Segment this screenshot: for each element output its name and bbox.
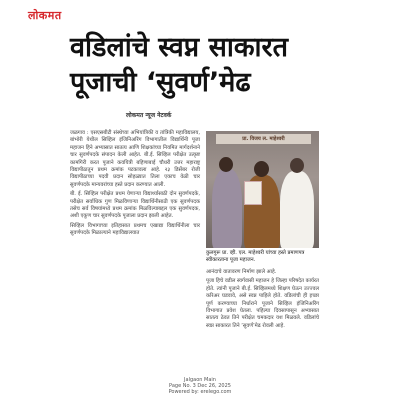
article-column-right <box>206 269 319 332</box>
edition-label: Jalgaon Main <box>184 377 216 383</box>
certificate <box>244 181 262 205</box>
news-photo <box>206 131 319 248</box>
date-label: Dec 26, 2025 <box>197 383 231 389</box>
headline-line-1: वडिलांचे स्वप्न साकारत <box>70 32 288 63</box>
article-column-left <box>70 130 200 240</box>
byline: लोकमत न्यूज नेटवर्क <box>126 112 172 119</box>
article-paragraph: बी. ई. सिव्हिल परीक्षेत प्रथम येणाऱ्या विद्यार्थ्यासाठी दोन सुवर्णपदके, परीक्षेत सर्वाधिक गुण मिळविणाऱ्या विद्यार्थिनीसाठी एक सुवर्णपदक तसेच सर्व विषयांमध्ये प्रथम क्रमांक मिळविल्याबद्दल एक सुवर्णपदक, अशी एकूण चार सुवर्णपदके पूजाला प्रदान झाली आहेत. <box>70 191 200 220</box>
headline-line-2: पूजाची ‘सुवर्ण’मेढ <box>70 67 251 98</box>
page-number: Page No. 3 <box>169 383 196 389</box>
person-right <box>280 171 314 248</box>
page-footer <box>0 377 400 395</box>
person-left <box>212 169 242 248</box>
powered-by-link[interactable]: Powered by: erelego.com <box>168 389 232 395</box>
headline <box>70 30 380 100</box>
article-paragraph: पूजा हिचे वडील स्वर्गवासी महाजन हे जिल्हा परिषदेत कार्यरत होते. त्यांनी पूजाने बी.ई. सिव्हिलमध्ये शिक्षण घेऊन उज्ज्वल करिअर घडवावे, असे स्वप्न पाहिले होते. वडिलांची ही इच्छा पूर्ण करण्याच्या निर्धाराने पूजाने सिव्हिल इंजिनिअरिंग विभागात प्रवेश घेतला. पहिल्या दिवसापासून अभ्यासात सातत्य ठेवत तिने परीक्षेत चमकदार यश मिळवले. वडिलांचे स्वप्न साकारत तिने ‘सुवर्ण’मेढ रोवली आहे. <box>206 278 319 329</box>
article-paragraph: सिव्हिल विभागाच्या इतिहासात प्रथमच एखाद्या विद्यार्थिनीला चार सुवर्णपदके मिळाल्याने महाविद्यालयात <box>70 222 200 237</box>
person-center-head <box>254 161 269 177</box>
article-paragraph: जळगाव : एसएसबीटी संस्थेच्या अभियांत्रिकी व तांत्रिकी महाविद्यालय, बांभोरी येथील सिव्हिल इंजिनिअरिंग विभागातील विद्यार्थिनी पूजा महाजन हिने अभ्यासात सातत्य आणि शिक्षकांच्या नियमित मार्गदर्शनाने चार सुवर्णपदके संपादन केली आहेत. बी.ई. सिव्हिल परीक्षेत उत्कृष्ट कामगिरी करत पूजाने कवयित्री बहिणाबाई चौधरी उत्तर महाराष्ट्र विद्यापीठातून प्रथम क्रमांक पटकावला आहे. २३ डिसेंबर रोजी विद्यापीठाच्या पदवी प्रदान सोहळ्यात तिला एकाच वेळी चार सुवर्णपदके मान्यवरांच्या हस्ते प्रदान करण्यात आली. <box>70 130 200 188</box>
photo-banner-text: प्रा. विजय ल. माहेश्वरी <box>216 134 311 144</box>
person-left-head <box>219 157 233 172</box>
article-paragraph: आनंदाचे वातावरण निर्माण झाले आहे. <box>206 269 277 275</box>
photo-caption: कुलगुरू प्रा. व्ही. एल. माहेश्वरी यांच्या हस्ते प्रमाणपत्र स्वीकारताना पूजा महाजन. <box>206 250 305 263</box>
newspaper-logo: लोकमत <box>28 9 62 22</box>
person-right-head <box>290 158 304 173</box>
